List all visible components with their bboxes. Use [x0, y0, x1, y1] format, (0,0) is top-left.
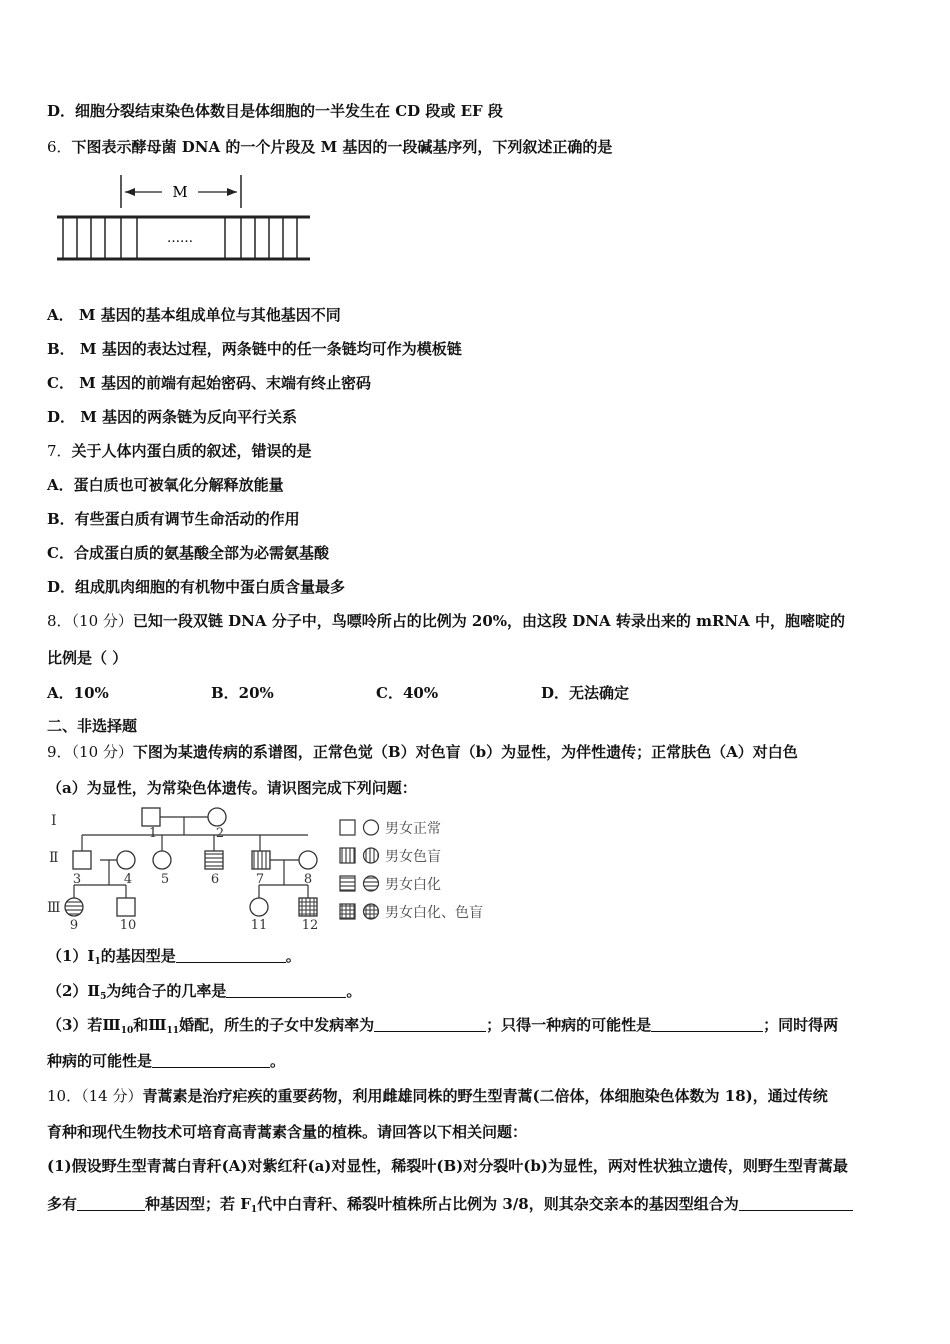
- q10-sub1-subscript: 1: [250, 1205, 258, 1215]
- q6-option-c: C． M 基因的前端有起始密码、末端有终止密码: [47, 374, 371, 392]
- q9-sub3-answer-blank-2[interactable]: [651, 1017, 763, 1032]
- q9-sub2-subscript: 5: [100, 992, 107, 1002]
- individual-II-4: [117, 851, 135, 869]
- legend-text-normal: 男女正常: [385, 821, 441, 837]
- q9-sub3-text-b: ；只得一种病的可能性是: [486, 1016, 652, 1034]
- q9-sub3-subscript-11: 11: [166, 1026, 180, 1036]
- q8-option-c: C．40%: [376, 684, 439, 702]
- id-3: 3: [72, 872, 82, 887]
- q9-sub3-text-c: ；同时得两: [763, 1016, 839, 1034]
- q9-sub3-answer-blank-3[interactable]: [152, 1053, 270, 1068]
- q6-option-a: A． M 基因的基本组成单位与其他基因不同: [47, 306, 341, 324]
- individual-II-7: [252, 851, 270, 869]
- generation-II-label: Ⅱ: [49, 850, 59, 866]
- legend-male-normal: [340, 820, 355, 835]
- omitted-sequence-dots: ……: [167, 231, 193, 246]
- legend-male-albino-colorblind: [340, 904, 355, 919]
- legend-female-colorblind: [364, 848, 379, 863]
- q9-sub3-answer-blank-1[interactable]: [374, 1017, 486, 1032]
- gene-label: M: [172, 183, 188, 201]
- q10-stem-line2: 育种和现代生物技术可培育高青蒿素含量的植株。请回答以下相关问题：: [47, 1123, 528, 1141]
- q10-sub1-answer-blank-1[interactable]: [77, 1196, 145, 1211]
- id-10: 10: [119, 918, 137, 933]
- q8-score: （10 分）: [71, 612, 133, 630]
- id-4: 4: [123, 872, 133, 887]
- q8-stem-line2: 比例是（ ）: [47, 649, 128, 667]
- q6-number: 6．: [47, 138, 72, 156]
- q8-number: 8．: [47, 612, 72, 630]
- legend-male-colorblind: [340, 848, 355, 863]
- q8-option-d: D．无法确定: [541, 684, 630, 702]
- q9-sub3-subscript-10: 10: [120, 1026, 134, 1036]
- generation-I-label: Ⅰ: [51, 813, 57, 829]
- id-6: 6: [210, 872, 220, 887]
- individual-III-12: [299, 898, 317, 916]
- q5-option-d: D．细胞分裂结束染色体数目是体细胞的一半发生在 CD 段或 EF 段: [47, 102, 503, 120]
- q6-option-d: D． M 基因的两条链为反向平行关系: [47, 408, 298, 426]
- q8-option-a: A．10%: [47, 684, 109, 702]
- id-2: 2: [215, 826, 225, 841]
- q9-number: 9．: [47, 743, 72, 761]
- individual-III-9: [65, 898, 83, 916]
- q9-sub3-and: 和Ⅲ: [133, 1016, 167, 1034]
- q9-sub1-subscript: 1: [94, 957, 101, 967]
- q9-sub2-period: 。: [346, 982, 362, 1000]
- legend-text-albino-colorblind: 男女白化、色盲: [385, 905, 483, 921]
- q7-number: 7．: [47, 442, 72, 460]
- id-8: 8: [303, 872, 313, 887]
- q9-sub3-line2: [47, 1051, 285, 1071]
- q9-sub3-text-a: 婚配，所生的子女中发病率为: [179, 1016, 375, 1034]
- q10-stem-text: 青蒿素是治疗疟疾的重要药物，利用雌雄同株的野生型青蒿(二倍体，体细胞染色体数为 18)，通过传统: [142, 1087, 828, 1105]
- q7-option-b: B．有些蛋白质有调节生命活动的作用: [47, 510, 300, 528]
- q9-sub3-line1: [47, 1015, 838, 1041]
- q10-stem-line1: [47, 1086, 828, 1106]
- q9-sub3-label: （3）若Ⅲ: [47, 1016, 121, 1034]
- q9-stem-line2: （a）为显性，为常染色体遗传。请识图完成下列问题：: [47, 779, 417, 797]
- q9-sub3-period: 。: [270, 1052, 286, 1070]
- q9-stem-line1: [47, 742, 798, 762]
- individual-II-3: [73, 851, 91, 869]
- q9-sub2-text: 为纯合子的几率是: [106, 982, 227, 1000]
- q8-stem-line1: [47, 611, 845, 631]
- q7-stem-text: 关于人体内蛋白质的叙述，错误的是: [71, 442, 312, 460]
- q10-sub1-text-a: 多有: [47, 1195, 78, 1213]
- q9-stem-text: 下图为某遗传病的系谱图，正常色觉（B）对色盲（b）为显性，为伴性遗传；正常肤色（A）对白色: [132, 743, 798, 761]
- legend-male-albino: [340, 876, 355, 891]
- q10-number: 10．: [47, 1087, 82, 1105]
- q9-sub3-line2-text: 种病的可能性是: [47, 1052, 153, 1070]
- individual-II-5: [153, 851, 171, 869]
- id-7: 7: [255, 872, 265, 887]
- legend-text-colorblind: 男女色盲: [385, 849, 441, 865]
- arrowhead-left: [125, 188, 135, 196]
- id-9: 9: [69, 918, 79, 933]
- q6-option-b: B． M 基因的表达过程，两条链中的任一条链均可作为模板链: [47, 340, 462, 358]
- legend-female-albino: [364, 876, 379, 891]
- section-heading: 二、非选择题: [47, 717, 138, 735]
- q10-sub1-text-c: 代中白青秆、稀裂叶植株所占比例为 3/8，则其杂交亲本的基因型组合为: [257, 1195, 739, 1213]
- q10-sub1-text-b: 种基因型；若 F: [145, 1195, 251, 1213]
- q10-score: （14 分）: [81, 1087, 143, 1105]
- q9-sub1-answer-blank[interactable]: [176, 948, 286, 963]
- individual-II-6: [205, 851, 223, 869]
- q7-option-a: A．蛋白质也可被氧化分解释放能量: [47, 476, 284, 494]
- id-11: 11: [250, 918, 268, 933]
- q9-score: （10 分）: [71, 743, 133, 761]
- q8-stem-text: 已知一段双链 DNA 分子中，鸟嘌呤所占的比例为 20%，由这段 DNA 转录出来的 mRNA 中，胞嘧啶的: [132, 612, 845, 630]
- individual-I-2: [208, 808, 226, 826]
- generation-III-label: Ⅲ: [47, 900, 61, 916]
- pedigree-chart: [45, 805, 505, 935]
- legend-text-albino: 男女白化: [385, 877, 441, 893]
- legend-female-normal: [364, 820, 379, 835]
- q7-stem: [47, 441, 312, 461]
- q7-option-d: D．组成肌肉细胞的有机物中蛋白质含量最多: [47, 578, 346, 596]
- individual-I-1: [142, 808, 160, 826]
- individual-III-10: [117, 898, 135, 916]
- id-5: 5: [160, 872, 170, 887]
- q10-sub1-line1: (1)假设野生型青蒿白青秆(A)对紫红秆(a)对显性，稀裂叶(B)对分裂叶(b)为显性，两对性状独立遗传，则野生型青蒿最: [47, 1157, 848, 1175]
- q7-option-c: C．合成蛋白质的氨基酸全部为必需氨基酸: [47, 544, 329, 562]
- q8-option-b: B．20%: [211, 684, 274, 702]
- legend-female-albino-colorblind: [364, 904, 379, 919]
- id-1: 1: [148, 826, 158, 841]
- q6-stem: [47, 137, 612, 157]
- individual-III-11: [250, 898, 268, 916]
- individual-II-8: [299, 851, 317, 869]
- q10-sub1-line2: [47, 1194, 853, 1220]
- q9-sub1-period: 。: [285, 947, 301, 965]
- q9-sub1-label: （1）Ⅰ: [47, 947, 95, 965]
- q6-stem-text: 下图表示酵母菌 DNA 的一个片段及 M 基因的一段碱基序列，下列叙述正确的是: [71, 138, 613, 156]
- q9-sub2: [47, 981, 361, 1007]
- id-12: 12: [301, 918, 319, 933]
- q9-sub2-answer-blank[interactable]: [226, 983, 346, 998]
- q9-sub2-label: （2）Ⅱ: [47, 982, 101, 1000]
- dna-fragment-figure: [55, 170, 315, 270]
- q10-sub1-answer-blank-2[interactable]: [739, 1196, 853, 1211]
- q9-sub1-text: 的基因型是: [100, 947, 176, 965]
- arrowhead-right: [227, 188, 237, 196]
- q9-sub1: [47, 946, 301, 972]
